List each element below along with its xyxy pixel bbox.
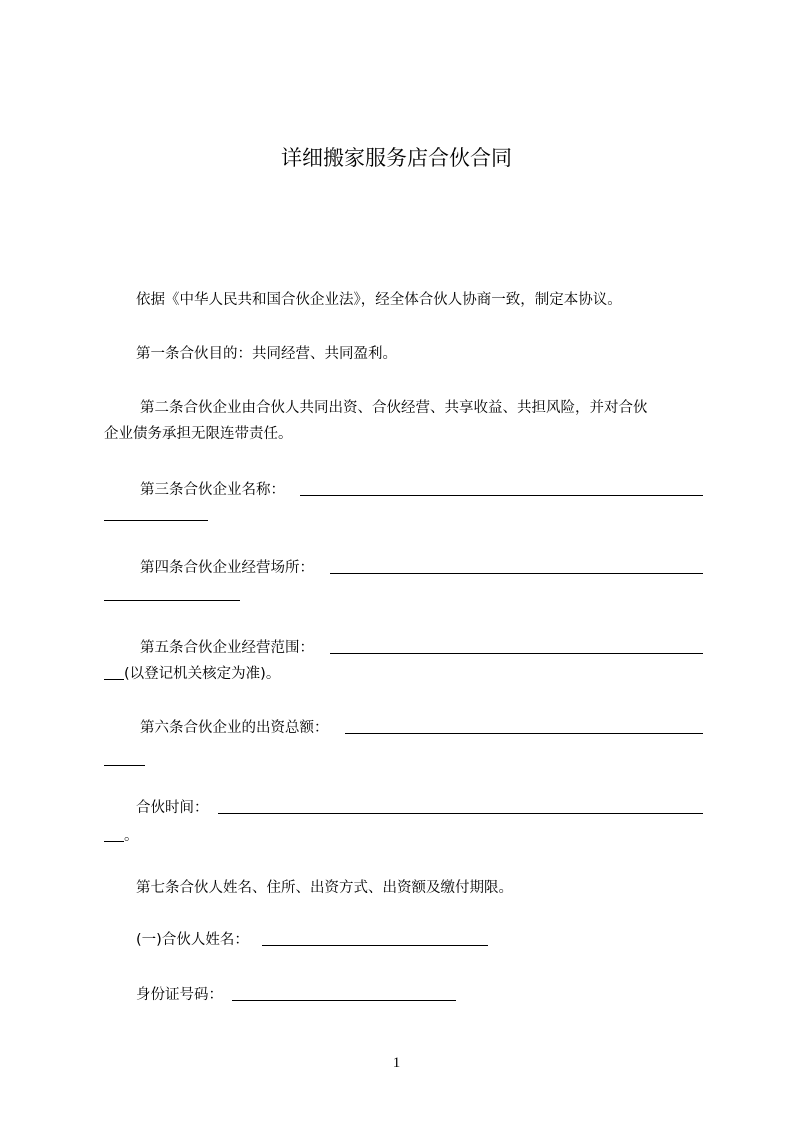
article-6-label: 第六条合伙企业的出资总额： — [140, 720, 329, 736]
partnership-term-blank-cont[interactable] — [104, 840, 124, 842]
company-name-blank-cont[interactable] — [104, 519, 208, 521]
id-number-label: 身份证号码： — [136, 987, 223, 1003]
partner-1-name-label: (一)合伙人姓名： — [136, 932, 249, 948]
article-4-label: 第四条合伙企业经营场所： — [140, 560, 314, 576]
partnership-term-blank[interactable] — [218, 812, 703, 814]
article-5-label: 第五条合伙企业经营范围： — [140, 640, 314, 656]
company-name-blank[interactable] — [300, 494, 703, 496]
business-scope-blank-cont[interactable] — [104, 678, 124, 680]
term-label: 合伙时间： — [136, 800, 209, 816]
article-1: 第一条合伙目的：共同经营、共同盈利。 — [136, 346, 397, 362]
preamble: 依据《中华人民共和国合伙企业法》，经全体合伙人协商一致，制定本协议。 — [136, 292, 622, 308]
article-2-line-1: 第二条合伙企业由合伙人共同出资、合伙经营、共享收益、共担风险，并对合伙 — [140, 400, 648, 416]
business-scope-blank[interactable] — [330, 652, 703, 654]
business-address-blank[interactable] — [330, 572, 703, 574]
document-title: 详细搬家服务店合伙合同 — [281, 146, 512, 170]
page-number: 1 — [392, 1055, 401, 1071]
article-7: 第七条合伙人姓名、住所、出资方式、出资额及缴付期限。 — [136, 880, 513, 896]
total-capital-blank-cont[interactable] — [104, 764, 145, 766]
article-3-label: 第三条合伙企业名称： — [140, 482, 285, 498]
id-number-blank[interactable] — [232, 999, 456, 1001]
partner-1-name-blank[interactable] — [262, 944, 488, 946]
article-5-suffix: (以登记机关核定为准)。 — [124, 666, 281, 682]
total-capital-blank[interactable] — [345, 732, 703, 734]
business-address-blank-cont[interactable] — [104, 599, 240, 601]
article-2-line-2: 企业债务承担无限连带责任。 — [104, 426, 293, 442]
term-suffix: 。 — [124, 828, 139, 844]
